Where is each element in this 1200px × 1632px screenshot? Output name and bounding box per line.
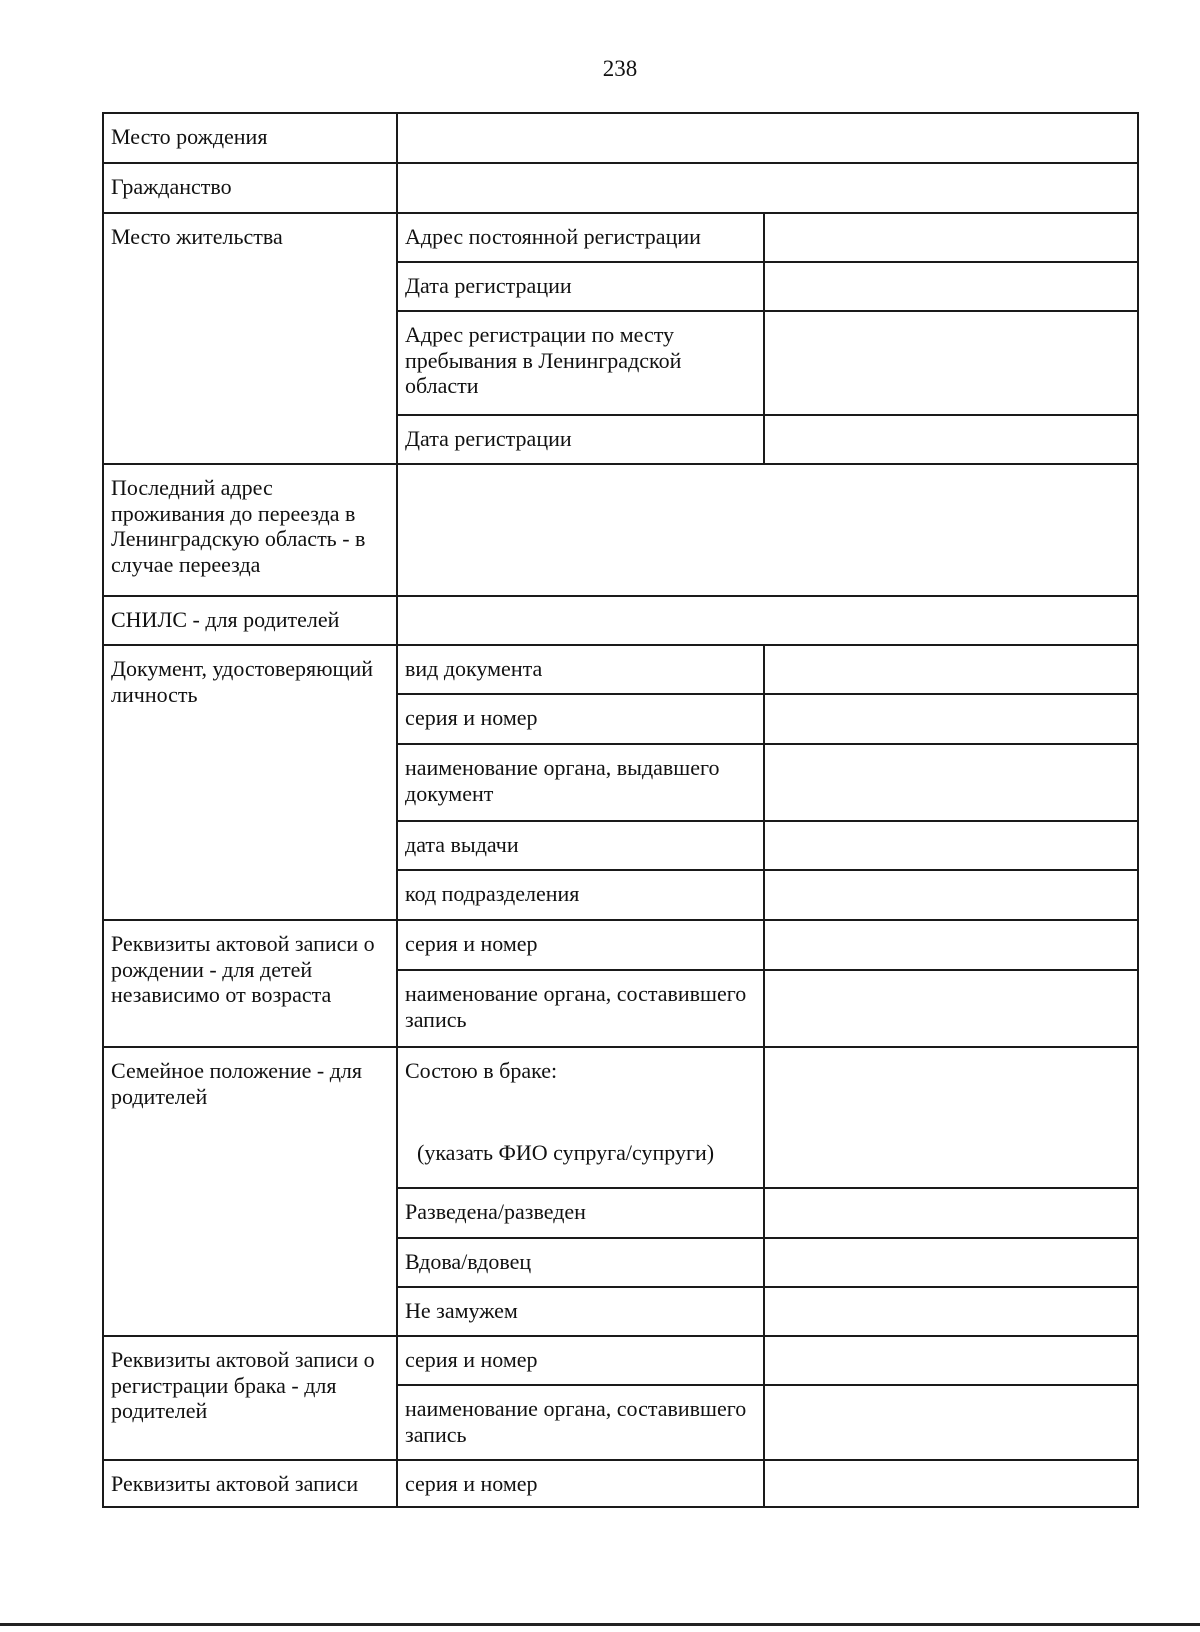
registration-date-2-field[interactable] <box>764 415 1138 464</box>
temporary-address-field[interactable] <box>764 311 1138 415</box>
doc-type-field[interactable] <box>764 645 1138 694</box>
birthplace-label: Место рождения <box>103 113 397 163</box>
unmarried-label: Не замужем <box>397 1287 764 1336</box>
row-citizenship <box>103 163 1138 213</box>
division-code-label: код подразделения <box>397 870 764 920</box>
divorced-label: Разведена/разведен <box>397 1188 764 1238</box>
snils-label: СНИЛС - для родителей <box>103 596 397 645</box>
row-snils <box>103 596 1138 645</box>
marriage-record-series-field[interactable] <box>764 1336 1138 1385</box>
registration-date-1-label: Дата регистрации <box>397 262 764 311</box>
row-doc-type <box>103 645 1138 694</box>
snils-field[interactable] <box>397 596 1138 645</box>
row-marriage-record-series <box>103 1336 1138 1385</box>
row-permanent-address <box>103 213 1138 262</box>
marriage-record-authority-field[interactable] <box>764 1385 1138 1460</box>
birth-record-authority-label: наименование органа, составившего запись <box>397 970 764 1047</box>
last-record-label: Реквизиты актовой записи <box>103 1460 397 1507</box>
page-number: 238 <box>602 56 638 81</box>
birthplace-field[interactable] <box>397 113 1138 163</box>
identity-document-label: Документ, удостоверяющий личность <box>103 645 397 920</box>
marriage-record-label: Реквизиты актовой записи о регистрации брака - для родителей <box>103 1336 397 1460</box>
birth-record-label: Реквизиты актовой записи о рождении - для детей независимо от возраста <box>103 920 397 1047</box>
doc-series-number-label: серия и номер <box>397 694 764 744</box>
citizenship-field[interactable] <box>397 163 1138 213</box>
married-field[interactable] <box>764 1047 1138 1188</box>
birth-record-series-label: серия и номер <box>397 920 764 970</box>
division-code-field[interactable] <box>764 870 1138 920</box>
registration-date-1-field[interactable] <box>764 262 1138 311</box>
permanent-address-field[interactable] <box>764 213 1138 262</box>
widowed-label: Вдова/вдовец <box>397 1238 764 1287</box>
permanent-address-label: Адрес постоянной регистрации <box>397 213 764 262</box>
row-birth-record-series <box>103 920 1138 970</box>
row-married <box>103 1047 1138 1188</box>
issuing-authority-label: наименование органа, выдавшего документ <box>397 744 764 821</box>
row-last-address <box>103 464 1138 596</box>
scan-edge-line <box>0 1623 1200 1626</box>
marital-status-label: Семейное положение - для родителей <box>103 1047 397 1336</box>
last-record-series-field[interactable] <box>764 1460 1138 1507</box>
citizenship-label: Гражданство <box>103 163 397 213</box>
last-address-field[interactable] <box>397 464 1138 596</box>
married-text: Состою в браке: <box>405 1058 558 1083</box>
temporary-address-label: Адрес регистрации по месту пребывания в Ленинградской области <box>397 311 764 415</box>
widowed-field[interactable] <box>764 1238 1138 1287</box>
row-last-record <box>103 1460 1138 1507</box>
marriage-record-series-label: серия и номер <box>397 1336 764 1385</box>
unmarried-field[interactable] <box>764 1287 1138 1336</box>
married-hint: (указать ФИО супруга/супруги) <box>417 1139 715 1165</box>
birth-record-series-field[interactable] <box>764 920 1138 970</box>
row-birthplace <box>103 113 1138 163</box>
residence-label: Место жительства <box>103 213 397 464</box>
issuing-authority-field[interactable] <box>764 744 1138 821</box>
doc-type-label: вид документа <box>397 645 764 694</box>
application-form-table <box>102 112 1139 1508</box>
last-record-series-label: серия и номер <box>397 1460 764 1507</box>
doc-series-number-field[interactable] <box>764 694 1138 744</box>
birth-record-authority-field[interactable] <box>764 970 1138 1047</box>
issue-date-field[interactable] <box>764 821 1138 870</box>
registration-date-2-label: Дата регистрации <box>397 415 764 464</box>
issue-date-label: дата выдачи <box>397 821 764 870</box>
last-address-label: Последний адрес проживания до переезда в Ленинградскую область - в случае переезда <box>103 464 397 596</box>
marriage-record-authority-label: наименование органа, составившего запись <box>397 1385 764 1460</box>
divorced-field[interactable] <box>764 1188 1138 1238</box>
married-label <box>397 1047 764 1188</box>
